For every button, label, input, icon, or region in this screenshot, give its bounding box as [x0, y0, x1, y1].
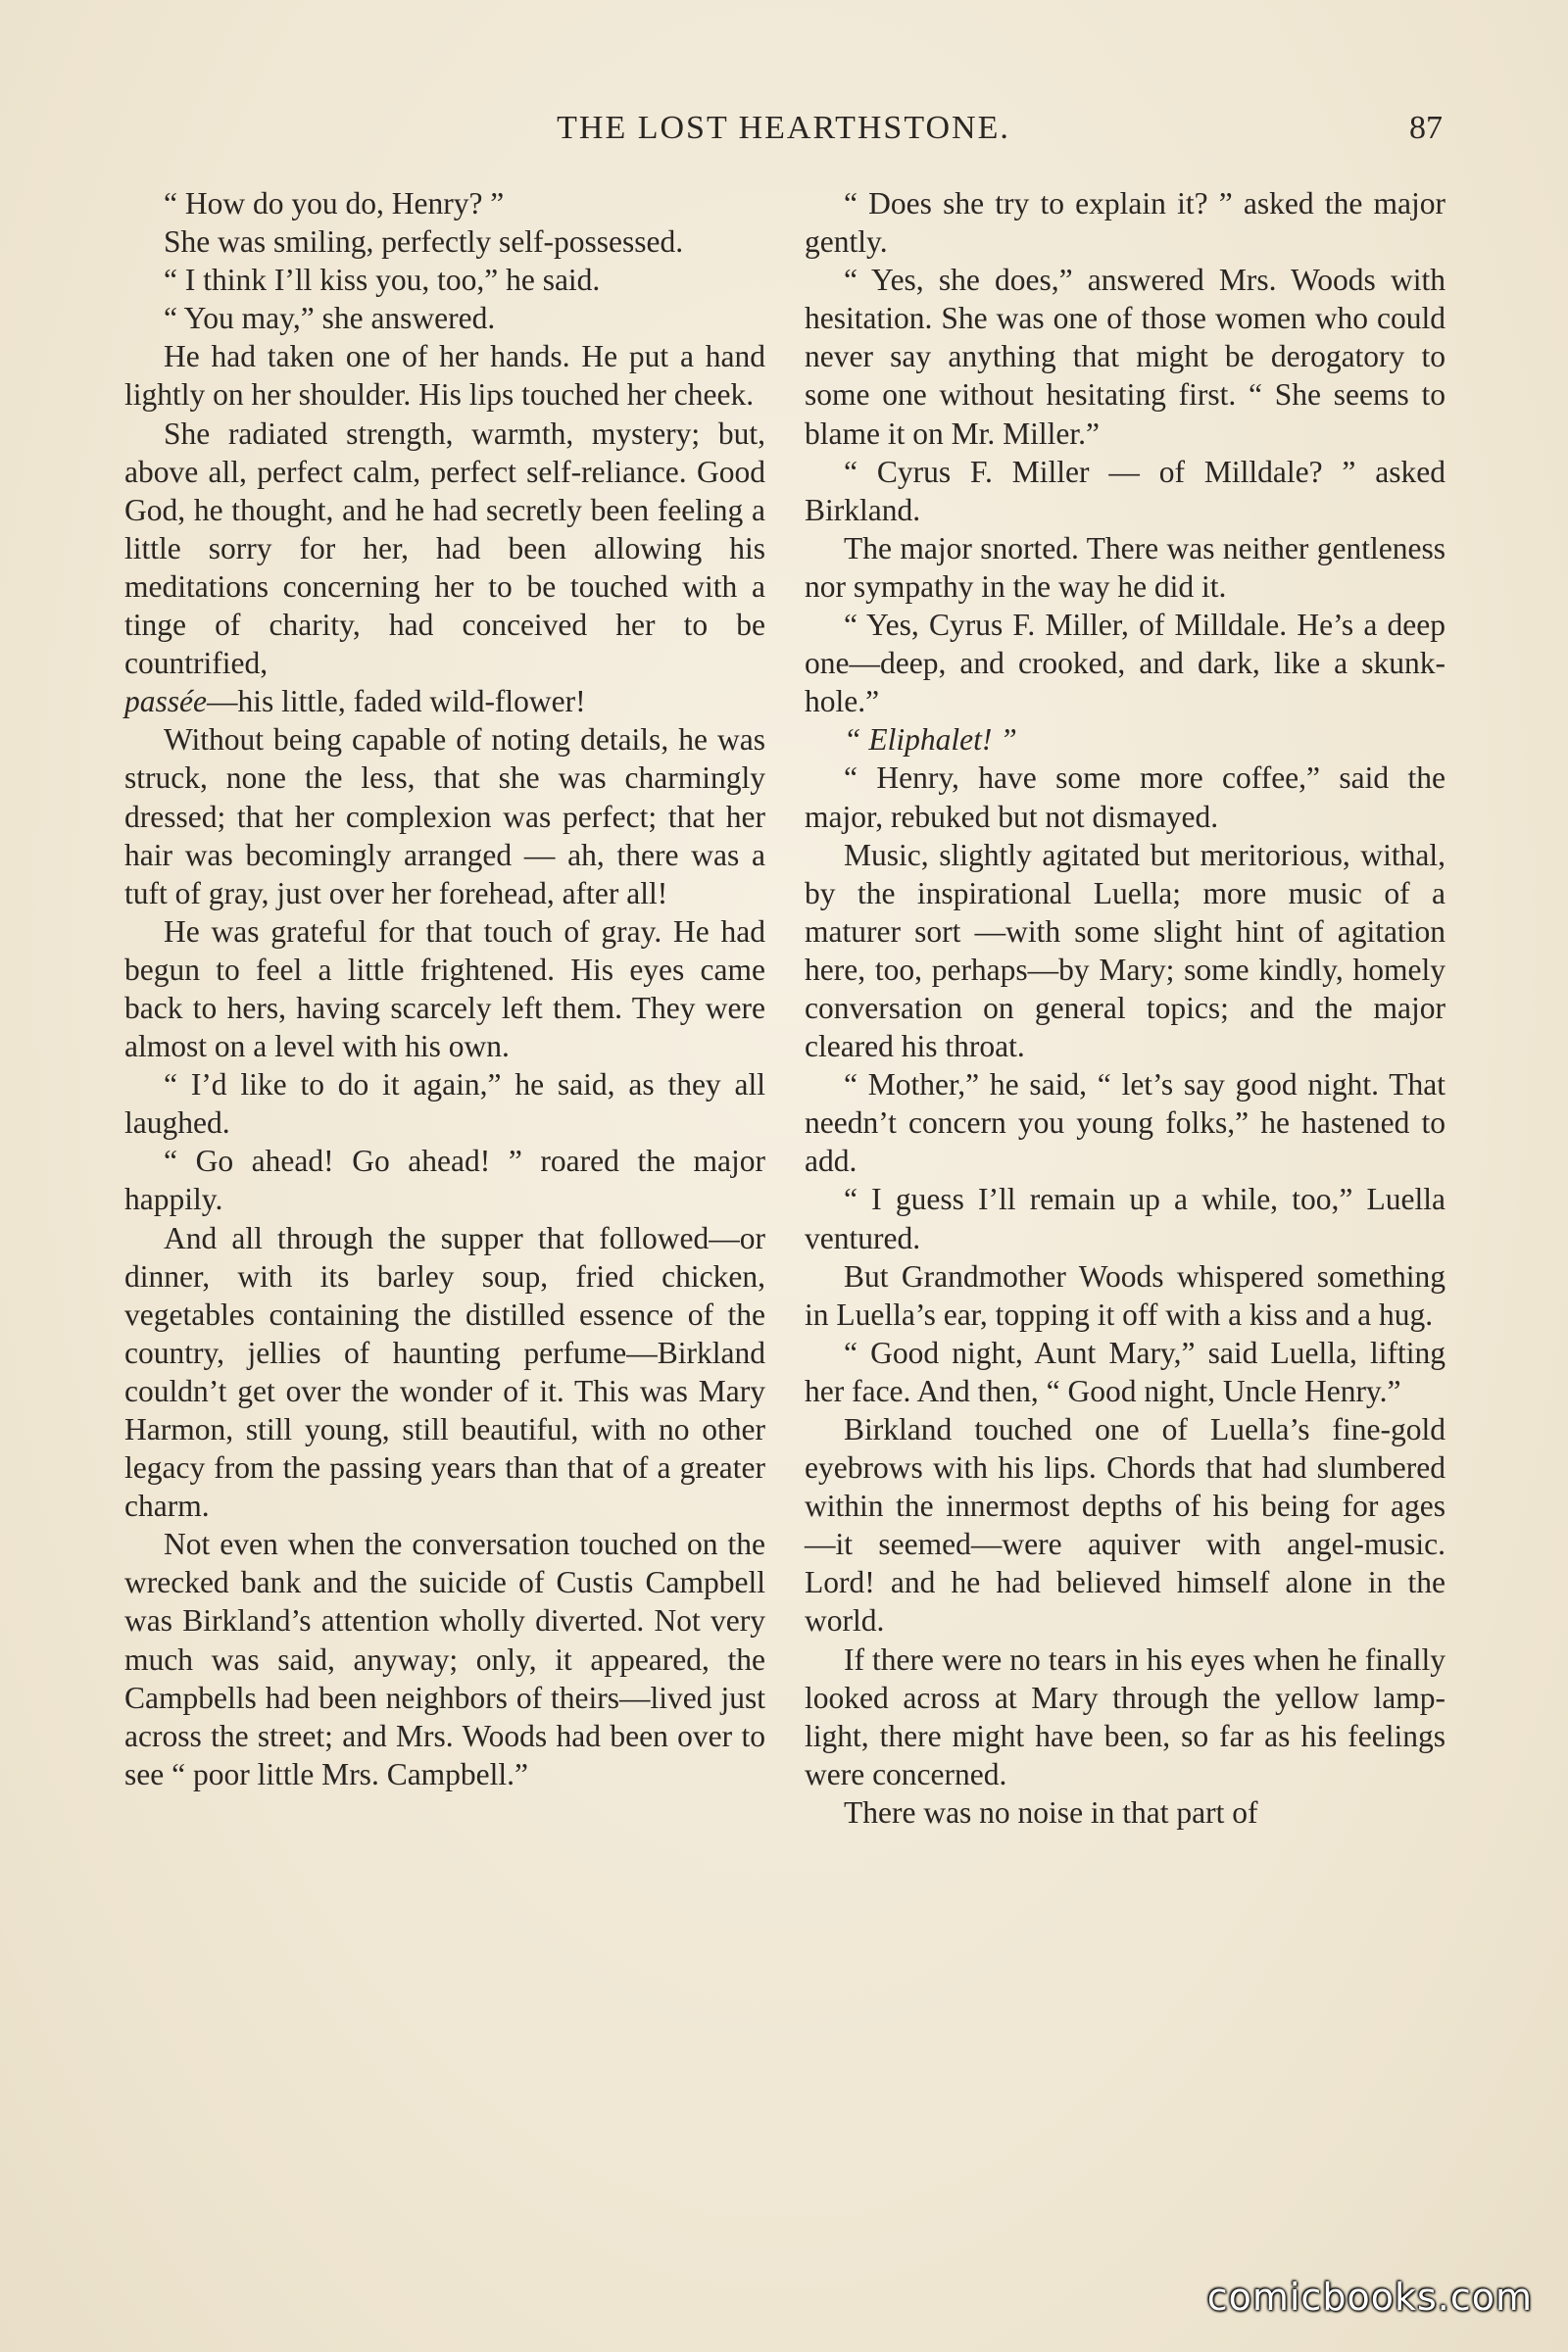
paragraph: “ How do you do, Henry? ” — [164, 186, 505, 220]
paragraph: “ Good night, Aunt Mary,” said Luella, lifting her face. And then, “ Good night, Uncle Henry.” — [805, 1335, 1446, 1408]
paragraph: “ Cyrus F. Miller — of Milldale? ” asked Birkland. — [805, 454, 1446, 527]
paragraph: He was grateful for that touch of gray. He had begun to feel a little frightened. His eyes came back to hers, having scarcely left them. They were almost on a level with his own. — [124, 913, 765, 1064]
running-title: THE LOST HEARTHSTONE. — [557, 110, 1010, 146]
paragraph: “ Go ahead! Go ahead! ” roared the major happily. — [124, 1144, 765, 1217]
paragraph: She was smiling, perfectly self-possessed. — [164, 224, 684, 260]
paragraph: “ Mother,” he said, “ let’s say good night. That needn’t concern you young folks,” he hastened to add. — [805, 1067, 1446, 1179]
paragraph: “ I’d like to do it again,” he said, as they all laughed. — [124, 1067, 765, 1141]
paragraph: The major snorted. There was neither gentleness nor sympathy in the way he did it. — [805, 530, 1446, 604]
paragraph: Music, slightly agitated but meritorious, withal, by the inspirational Luella; more music of a maturer sort —with some slight hint of agitation here, too, perhaps—by Mary; some kindly, homely conversation on general topics; and the major cleared his throat. — [805, 837, 1446, 1064]
paragraph: If there were no tears in his eyes when he finally looked across at Mary through the yellow lamp-light, there might have been, so far as his feelings were concerned. — [805, 1642, 1446, 1791]
running-head — [124, 102, 1443, 151]
paragraph: And all through the supper that followed—or dinner, with its barley soup, fried chicken, vegetables containing the distilled essence of the country, jellies of haunting perfume—Birkland couldn’t get over the wonder of it. This was Mary Harmon, still young, still beautiful, with no other legacy from the passing years than that of a greater charm. — [124, 1220, 765, 1524]
page-number: 87 — [1409, 110, 1443, 146]
watermark: comicbooks.com — [1206, 2276, 1533, 2319]
paragraph: “ Yes, she does,” answered Mrs. Woods with hesitation. She was one of those women who could never say anything that might be derogatory to some one without hesitating first. “ She seems to blame it on Mr. Miller.” — [805, 263, 1446, 451]
paragraph: “ I guess I’ll remain up a while, too,” Luella ventured. — [805, 1182, 1446, 1255]
paragraph: There was no noise in that part of — [844, 1794, 1258, 1830]
paragraph: He had taken one of her hands. He put a hand lightly on her shoulder. His lips touched her cheek. — [124, 339, 765, 413]
right-column — [805, 184, 1446, 1832]
continuation-text: —his little, faded wild-flower! — [206, 684, 586, 719]
paragraph: “ Henry, have some more coffee,” said the major, rebuked but not dismayed. — [805, 760, 1446, 834]
paragraph: Without being capable of noting details, he was struck, none the less, that she was charmingly dressed; that her complexion was perfect; that her hair was becomingly arranged — ah, there was a tuft of gray, just over her forehead, after all! — [124, 722, 765, 910]
paragraph: “ Yes, Cyrus F. Miller, of Milldale. He’s a deep one—deep, and crooked, and dark, like a skunk-hole.” — [805, 608, 1446, 719]
italic-word: passée — [124, 684, 207, 719]
paragraph-continuation — [124, 682, 765, 720]
paragraph: Birkland touched one of Luella’s fine-gold eyebrows with his lips. Chords that had slumbered within the innermost depths of his being for ages —it seemed—were aquiver with angel-music. Lord! and he had believed himself alone in the world. — [805, 1412, 1446, 1639]
italic-exclamation: “ Eliphalet! ” — [844, 722, 1017, 758]
paragraph: But Grandmother Woods whispered something in Luella’s ear, topping it off with a kiss and a hug. — [805, 1258, 1446, 1332]
paragraph: She radiated strength, warmth, mystery; but, above all, perfect calm, perfect self-reliance. Good God, he thought, and he had secretly been feeling a little sorry for her, had been allowing his meditations concerning her to be touched with a tinge of charity, had conceived her to be countrified, — [124, 416, 765, 681]
paragraph: Not even when the conversation touched on the wrecked bank and the suicide of Custis Campbell was Birkland’s attention wholly diverted. Not very much was said, anyway; only, it appeared, the Campbells had been neighbors of theirs—lived just across the street; and Mrs. Woods had been over to see “ poor little Mrs. Campbell.” — [124, 1527, 765, 1791]
paragraph: “ Does she try to explain it? ” asked the major gently. — [805, 186, 1446, 260]
paragraph-italic — [805, 720, 1446, 759]
left-column — [124, 184, 765, 1793]
paragraph: “ I think I’ll kiss you, too,” he said. — [164, 263, 601, 298]
paragraph: “ You may,” she answered. — [164, 301, 496, 336]
